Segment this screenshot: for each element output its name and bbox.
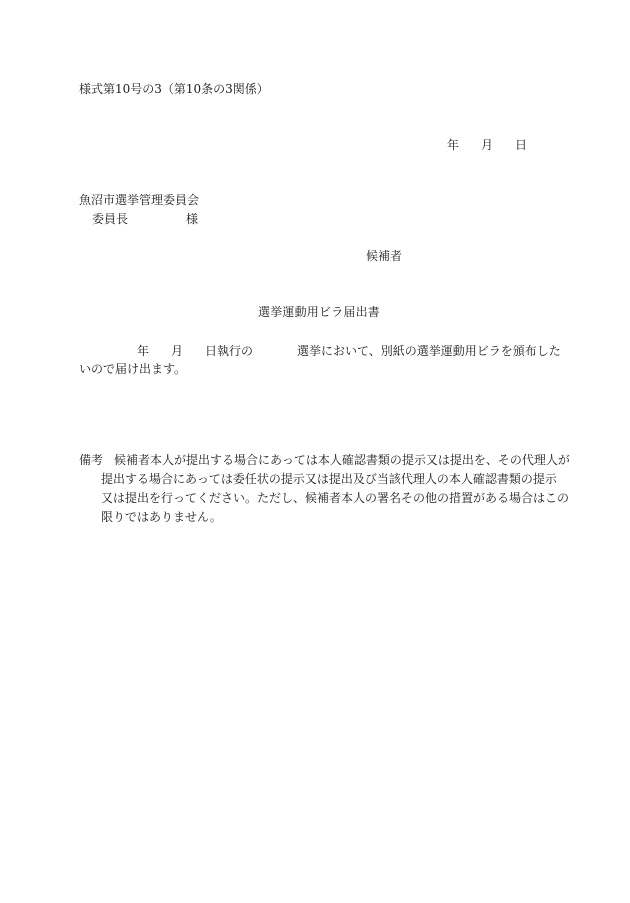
note-line-3: 又は提出を行ってください。ただし、候補者本人の署名その他の措置がある場合はこの <box>101 491 570 505</box>
body-continuation: いので届け出ます。 <box>79 362 187 376</box>
note-continuation <box>92 470 570 527</box>
note-line-2: 提出する場合にあっては委任状の提示又は提出及び当該代理人の本人確認書類の提示 <box>101 472 557 486</box>
addressee-organization: 魚沼市選挙管理委員会 <box>79 193 200 207</box>
date-day-label: 日 <box>515 138 528 152</box>
date-line <box>447 137 527 153</box>
note-line-4: 限りではありません。 <box>101 510 222 524</box>
addressee-honorific: 様 <box>186 212 199 226</box>
document-title: 選挙運動用ビラ届出書 <box>258 305 381 319</box>
body-month-label: 月 <box>171 344 184 358</box>
addressee-title-line <box>92 211 198 227</box>
body-line-1 <box>79 342 561 360</box>
form-number: 様式第10号の3（第10条の3関係） <box>79 82 269 96</box>
body-day-exec: 日執行の <box>205 344 254 358</box>
addressee-title: 委員長 <box>92 212 129 226</box>
body-year-label: 年 <box>137 344 150 358</box>
body-election-text: 選挙において、別紙の選挙運動用ビラを頒布した <box>297 344 561 358</box>
date-year-label: 年 <box>447 138 460 152</box>
note-label: 備考 <box>79 453 104 467</box>
note-section <box>79 451 570 527</box>
note-content <box>101 451 570 527</box>
date-month-label: 月 <box>481 138 494 152</box>
applicant-label: 候補者 <box>366 249 403 263</box>
body-text <box>79 342 561 378</box>
note-line-1: 候補者本人が提出する場合にあっては本人確認書類の提示又は提出を、その代理人が <box>114 453 570 467</box>
